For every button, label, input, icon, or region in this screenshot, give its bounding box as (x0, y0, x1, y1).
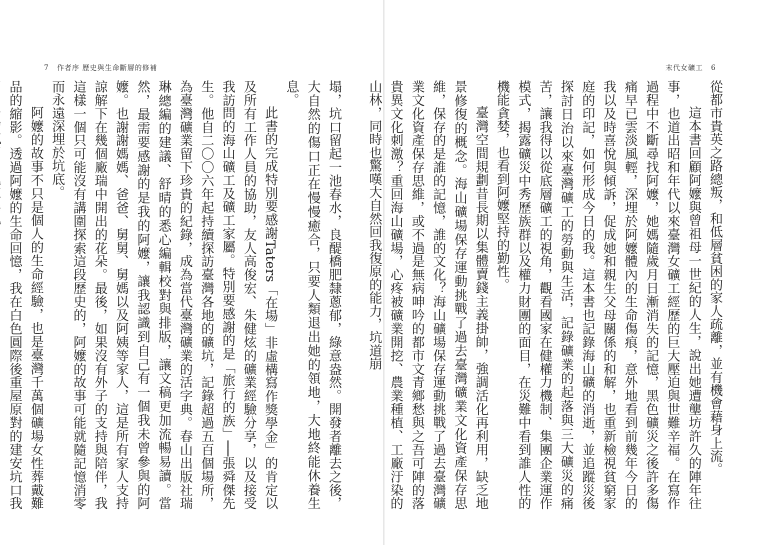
left-page-number: 7 (44, 64, 49, 72)
right-page-number: 6 (711, 64, 716, 72)
left-body-text (6, 80, 344, 510)
paragraph: 從都市貴英之路總叛，和低層貧困的家人疏離，並有機會藉身上流。 (707, 80, 722, 476)
right-running-title: 末代女礦工 (665, 64, 704, 72)
paragraph: 臺灣空間規劃昔長期以集體賣錢主義掛帥，強調活化再利用，缺乏地景修復的概念。海山礦場保存運動挑戰了過去臺灣礦業文化資產保存思維，保存的是誰的記憶，誰的文化？海山礦場保存運動挑戰了過去臺灣礦業文化資產保存思維，或不過是無病呻吟的都市文青鄉愁與之吾可陣的落貴異文化刺激？重回海山礦場，心疼被礦業開挖、農業種植、工廠汙染的山林，同時也驚嘆大自然回我復原的能力，坑道崩 (366, 80, 488, 510)
paragraph: 這本書回顧阿嬤與曾祖母一世紀的人生，說出她遭壟坊許久的陣年往事，也道出昭和年代以來臺灣女礦工經歷的巨大壓迫與世難辛福。在寫作過程中不斷尋找阿嬤，她媽隨歲月日漸消失的記憶，黑色礦災之後許多傷痛早已雲淡風輕，深埋於阿嬤體內的生命傷痕，意外地看到前幾年今日的我以及時喜悅與傾訴，促成她和親生父母關係的和解，也重新檢視貧窮家庭的印記，如何形成今日的我。這本書也記錄海山礦的消逝，並追蹤災後探討日治以來臺灣礦工的勞動與生活，記錄礦業的起落與三大礦災的痛苦，讓我得以從底層礦工的視角，觀看國家在健權力機制、集團企業運作模式，揭露礦災中秀歷族群以及權力財團的面目，在災難中看到誰人性的機能貪婪，也看到阿嬤堅持的勤性。 (494, 80, 701, 510)
left-page-header (44, 63, 165, 73)
left-running-title: 作者序 歷史與生命斷層的修補 (56, 64, 158, 72)
left-page (0, 0, 383, 545)
right-page-header (666, 63, 724, 73)
paragraph: 塌，坑口留起一池春水，良醍橋肥隸蔥郁，綠意盎然。開發者離去之後，大自然的傷口正在慢慢癒合，只要人類退出她的領地，大地終能休養生息。 (283, 80, 341, 510)
paragraph: 阿嬤的故事不只是個人的生命經驗，也是臺灣千萬個礦場女性葬戴難品的縮影。透過阿嬤的生命回憶，我在白色圓際後重屋原對的建安坑口我 (6, 80, 43, 510)
right-page (366, 0, 768, 545)
right-body-text (366, 80, 725, 510)
paragraph: 此書的完成特別要感謝Taters「在場」非虛構寫作獎學金」的肯定以及所有工作人員的協助，友人高俊宏、朱健炫的礦業經驗分享，以及接受我訪問的海山礦工及礦工家屬。特別要感謝的是「旅行的族」──張舜傑先生。他自二〇〇六年起持續探訪臺灣各地的礦坑，記錄超過五百個場所，為臺灣礦業留下珍貴的紀錄，成為當代臺灣礦業的活字典。春山出版社瑞琳總編的建議、舒晴的悉心編輯校對與排版，讓文稿更加流暢易讀。當然，最需要感謝的是我的阿嬤，讓我認識到自己有一個我未曾參與的阿嬤。也謝謝媽媽、爸爸、舅舅、舅媽以及阿姨等家人，這是所有家人支持諒解下在幾個廠瑞中開出的花朵。最後，如果沒有外子的支持與陪伴，我這樣一個只可能沒有講圍探索這段歷史的，阿嬤的故事可能就隨記憶消零而永遠深埋於坑底。 (49, 80, 278, 510)
